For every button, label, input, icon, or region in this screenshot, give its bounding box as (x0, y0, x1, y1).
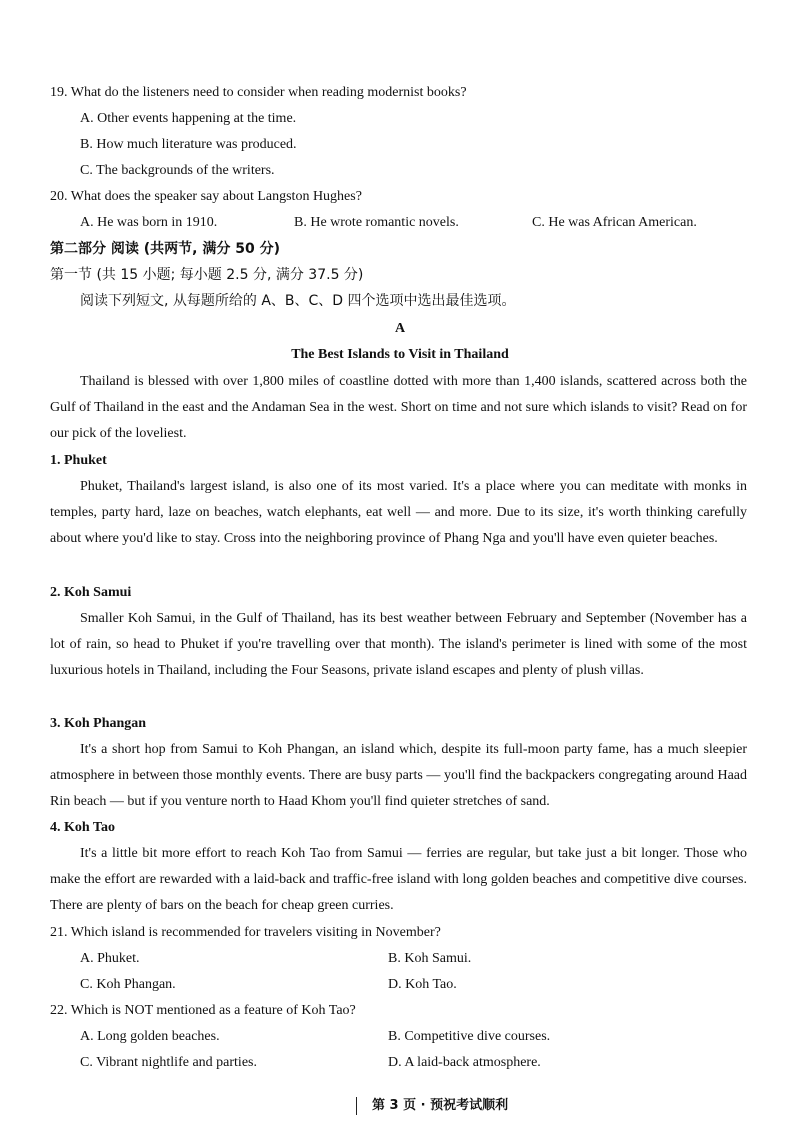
question-19-stem: 19. What do the listeners need to consider when reading modernist books? (50, 85, 467, 100)
footer-divider (356, 1097, 357, 1115)
question-22-stem: 22. Which is NOT mentioned as a feature of Koh Tao? (50, 1003, 356, 1018)
question-22-option-d: D. A laid-back atmosphere. (388, 1055, 541, 1070)
island-4-text: It's a little bit more effort to reach Koh Tao from Samui — ferries are regular, but take just a bit longer. Those who make the effort are rewarded with a laid-back and traffic-free island with long golden beaches and competitive dive courses. There are plenty of bars on the beach for cheap green curries. (50, 846, 747, 914)
question-20-option-b: B. He wrote romantic novels. (294, 215, 459, 230)
island-2-text: Smaller Koh Samui, in the Gulf of Thailand, has its best weather between February and September (November has a lot of rain, so head to Phuket if you're travelling over that month). The island's perimeter is lined with some of the most luxurious hotels in Thailand, including the Four Seasons, private island escapes and plenty of plush villas. (50, 611, 747, 679)
island-1-name: Phuket (64, 453, 107, 468)
section-heading: 第一节 (共 15 小题; 每小题 2.5 分, 满分 37.5 分) (50, 267, 364, 283)
island-4-number: 4. (50, 820, 61, 835)
question-21-option-d: D. Koh Tao. (388, 977, 457, 992)
question-22-option-b: B. Competitive dive courses. (388, 1029, 551, 1044)
passage-letter: A (394, 321, 406, 336)
island-4-name: Koh Tao (64, 820, 115, 835)
island-1-heading (50, 448, 107, 474)
island-3-number: 3. (50, 716, 61, 731)
island-4-heading (50, 815, 115, 841)
question-20-stem: 20. What does the speaker say about Langston Hughes? (50, 189, 362, 204)
passage-intro: Thailand is blessed with over 1,800 miles of coastline dotted with more than 1,400 islands, scattered across both the Gulf of Thailand in the east and the Andaman Sea in the west. Short on time and not sure which islands to visit? Read on for our pick of the loveliest. (50, 374, 747, 442)
island-2-name: Koh Samui (64, 585, 132, 600)
island-3-name: Koh Phangan (64, 716, 147, 731)
question-22-option-a: A. Long golden beaches. (80, 1029, 220, 1044)
island-3-heading (50, 711, 146, 737)
question-19-option-c: C. The backgrounds of the writers. (80, 163, 275, 178)
question-21-option-c: C. Koh Phangan. (80, 977, 176, 992)
question-21-option-a: A. Phuket. (80, 951, 140, 966)
island-3-text: It's a short hop from Samui to Koh Phangan, an island which, despite its full-moon party fame, has a much sleepier atmosphere in between those monthly events. There are busy parts — you'll find the backpackers congregating around Haad Rin beach — but if you venture north to Haad Khom you'll find quieter stretches of sand. (50, 742, 747, 810)
part-heading: 第二部分 阅读 (共两节, 满分 50 分) (50, 241, 280, 257)
island-1-number: 1. (50, 453, 61, 468)
question-20-option-c: C. He was African American. (532, 215, 697, 230)
island-2-heading (50, 580, 131, 606)
question-20-option-a: A. He was born in 1910. (80, 215, 218, 230)
question-21-option-b: B. Koh Samui. (388, 951, 472, 966)
question-19-option-a: A. Other events happening at the time. (80, 111, 297, 126)
island-1-text: Phuket, Thailand's largest island, is also one of its most varied. It's a place where you can meditate with monks in temples, party hard, laze on beaches, watch elephants, eat well — and more. Due to its size, it's worth thinking carefully about where you'd like to stay. Cross into the neighboring province of Phang Nga and you'll have even quieter beaches. (50, 479, 747, 547)
passage-title: The Best Islands to Visit in Thailand (291, 347, 509, 362)
reading-instruction: 阅读下列短文, 从每题所给的 A、B、C、D 四个选项中选出最佳选项。 (80, 293, 516, 309)
page-footer: 第 3 页 · 预祝考试顺利 (372, 1098, 509, 1113)
island-2-number: 2. (50, 585, 61, 600)
question-19-option-b: B. How much literature was produced. (80, 137, 297, 152)
question-21-stem: 21. Which island is recommended for travelers visiting in November? (50, 925, 441, 940)
question-22-option-c: C. Vibrant nightlife and parties. (80, 1055, 257, 1070)
